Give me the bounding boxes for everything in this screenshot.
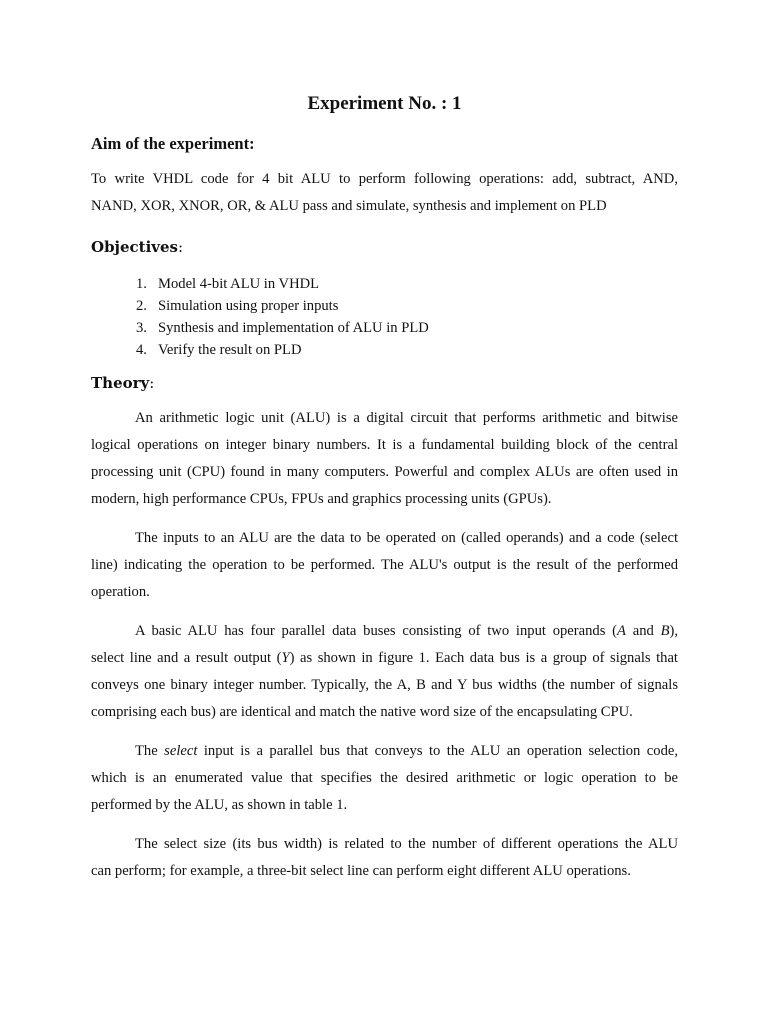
theory-heading-text: Theory (91, 374, 150, 392)
aim-line-2: NAND, XOR, XNOR, OR, & ALU pass and simulate, synthesis and implement on PLD (91, 198, 607, 214)
list-item (136, 295, 429, 317)
theory-p4-text: input is a parallel bus that conveys to the ALU an operation selection code, (197, 743, 679, 759)
theory-paragraph-2 (91, 525, 678, 606)
list-item-text: Simulation using proper inputs (158, 298, 339, 314)
page-title: Experiment No. : 1 (307, 93, 462, 114)
objectives-heading-colon: : (178, 238, 184, 256)
theory-p3-line-2 (91, 645, 678, 672)
theory-paragraph-5 (91, 831, 678, 885)
theory-p4-text: The (135, 743, 165, 759)
objectives-heading (91, 238, 183, 256)
list-item (136, 339, 429, 361)
theory-p1-line-1: An arithmetic logic unit (ALU) is a digital circuit that performs arithmetic and bitwise (135, 410, 678, 426)
theory-p1-line-2: logical operations on integer binary numbers. It is a fundamental building block of the central (91, 437, 678, 453)
list-item-number: 1. (136, 276, 147, 292)
list-item-number: 3. (136, 320, 147, 336)
theory-heading (91, 374, 154, 392)
theory-paragraph-3 (91, 618, 678, 726)
theory-p3-text: A basic ALU has four parallel data buses consisting of two input operands ( (135, 623, 618, 639)
theory-p3-line-4: comprising each bus) are identical and match the native word size of the encapsulating CPU. (91, 704, 633, 720)
list-item-number: 2. (136, 298, 147, 314)
theory-p2-line-1: The inputs to an ALU are the data to be operated on (called operands) and a code (select (135, 530, 678, 546)
theory-p4-line-3: performed by the ALU, as shown in table 1. (91, 797, 348, 813)
theory-heading-colon: : (149, 374, 155, 392)
theory-paragraph-1 (91, 405, 678, 513)
theory-p5-line-2: can perform; for example, a three-bit select line can perform eight different ALU operations. (91, 863, 631, 879)
theory-paragraph-4 (91, 738, 678, 819)
objectives-list (136, 273, 429, 361)
list-item-text: Verify the result on PLD (158, 342, 302, 358)
theory-p3-text: and (625, 623, 661, 639)
theory-p3-text: ), (669, 623, 678, 639)
list-item (136, 273, 429, 295)
operand-a: A (617, 623, 626, 639)
theory-p3-line-3: conveys one binary integer number. Typically, the A, B and Y bus widths (the number of signals (91, 677, 678, 693)
theory-p4-line-2: which is an enumerated value that specifies the desired arithmetic or logic operation to be (91, 770, 678, 786)
theory-p2-line-2: line) indicating the operation to be performed. The ALU's output is the result of the performed (91, 557, 678, 573)
aim-paragraph (91, 166, 678, 220)
select-term: select (164, 743, 198, 759)
list-item-text: Synthesis and implementation of ALU in PLD (158, 320, 429, 336)
theory-p1-line-3: processing unit (CPU) found in many computers. Powerful and complex ALUs are often used in (91, 464, 678, 480)
aim-line-1: To write VHDL code for 4 bit ALU to perform following operations: add, subtract, AND, (91, 171, 678, 187)
theory-p3-line-1 (91, 618, 678, 645)
list-item-number: 4. (136, 342, 147, 358)
list-item-text: Model 4-bit ALU in VHDL (158, 276, 320, 292)
theory-p3-text: select line and a result output ( (91, 650, 282, 666)
document-page (91, 0, 678, 1024)
objectives-heading-text: Objectives (91, 238, 178, 256)
theory-p4-line-1 (91, 738, 678, 765)
theory-p2-line-3: operation. (91, 584, 150, 600)
theory-p1-line-4: modern, high performance CPUs, FPUs and graphics processing units (GPUs). (91, 491, 552, 507)
theory-p5-line-1: The select size (its bus width) is related to the number of different operations the ALU (135, 836, 678, 852)
theory-p3-text: ) as shown in figure 1. Each data bus is a group of signals that (289, 650, 678, 666)
list-item (136, 317, 429, 339)
output-y: Y (281, 650, 290, 666)
operand-b: B (660, 623, 670, 639)
aim-heading: Aim of the experiment: (91, 134, 255, 153)
